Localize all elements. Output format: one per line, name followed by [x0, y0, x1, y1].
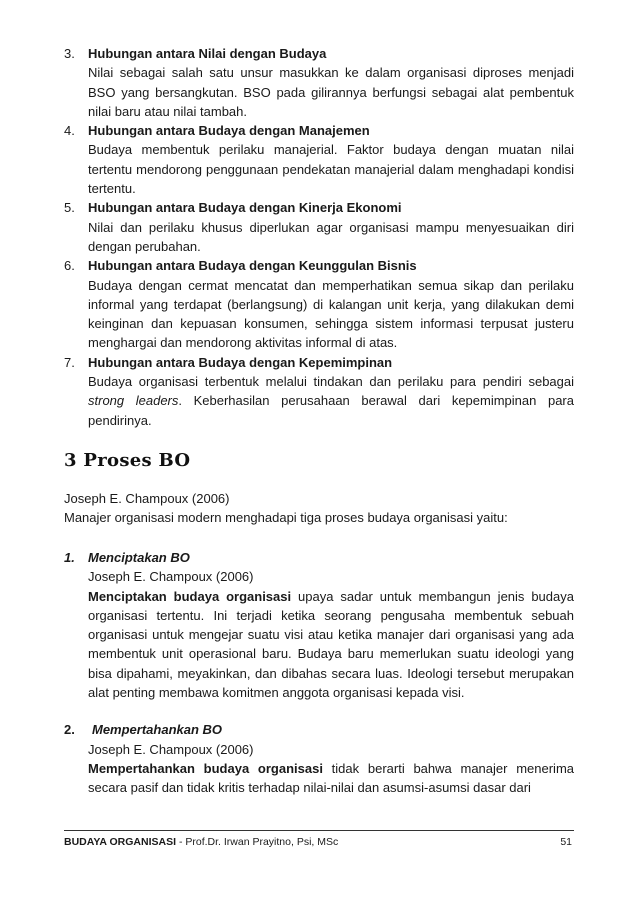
list-heading: Hubungan antara Budaya dengan Manajemen — [88, 123, 370, 139]
list-number: 5. — [64, 200, 75, 216]
list-item — [64, 353, 574, 430]
section-title: 3 Proses BO — [64, 450, 191, 471]
list-number: 6. — [64, 258, 75, 274]
body-text: tidak berarti bahwa manajer menerima secara pasif dan tidak kritis terhadap nilai-nilai dan asumsi-asumsi dasar dari — [88, 760, 574, 796]
list-item — [64, 256, 574, 352]
step-title: Menciptakan BO — [88, 550, 190, 565]
step-reference: Joseph E. Champoux (2006) — [88, 741, 254, 757]
emphasis-text: strong leaders — [88, 393, 179, 409]
bold-term: Menciptakan budaya organisasi — [88, 588, 292, 604]
list-number: 4. — [64, 123, 75, 139]
footer-title: BUDAYA ORGANISASI — [64, 836, 177, 848]
footer-text — [64, 836, 338, 848]
step-title: Mempertahankan BO — [92, 722, 223, 738]
process-step — [64, 720, 574, 797]
list-number: 3. — [64, 46, 75, 61]
process-step — [64, 548, 574, 702]
list-body: Budaya membentuk perilaku manajerial. Faktor budaya dengan muatan nilai tertentu mendorong penggunaan pendekatan manajerial dalam menghadapi kondisi tertentu. — [88, 142, 574, 197]
list-heading: Hubungan antara Nilai dengan Budaya — [88, 46, 327, 61]
list-item — [64, 121, 574, 198]
body-text: . Keberhasilan perusahaan berawal dari kepemimpinan para pendirinya. — [88, 393, 574, 428]
list-body: Nilai dan perilaku khusus diperlukan agar organisasi mampu menyesuaikan diri dengan perubahan. — [88, 219, 574, 254]
list-body: Budaya dengan cermat mencatat dan memperhatikan semua sikap dan perilaku informal yang terdapat (berlangsung) di kalangan unit kerja, yang dilakukan demi keinginan dan kepuasan konsumen, sehingga sistem informasi terpusat justeru menghargai dan mendorong aktivitas informal di atas. — [88, 277, 574, 351]
list-number: 7. — [64, 354, 75, 370]
intro-text: Manajer organisasi modern menghadapi tiga proses budaya organisasi yaitu: — [64, 510, 508, 526]
intro-block — [64, 489, 574, 528]
page-footer — [64, 836, 574, 848]
list-heading: Hubungan antara Budaya dengan Kinerja Ekonomi — [88, 200, 402, 216]
body-text: Budaya organisasi terbentuk melalui tindakan dan perilaku para pendiri sebagai — [88, 374, 574, 390]
list-body — [88, 372, 574, 430]
footer-author: - Prof.Dr. Irwan Prayitno, Psi, MSc — [176, 836, 339, 848]
bold-term: Mempertahankan budaya organisasi — [88, 760, 323, 776]
reference-text: Joseph E. Champoux (2006) — [64, 491, 230, 506]
list-heading: Hubungan antara Budaya dengan Keunggulan Bisnis — [88, 258, 417, 274]
footer-divider — [64, 830, 574, 831]
step-body — [88, 759, 574, 798]
list-heading: Hubungan antara Budaya dengan Kepemimpinan — [88, 354, 393, 370]
step-number: 2. — [64, 722, 75, 738]
relationship-list — [64, 44, 574, 430]
list-item — [64, 44, 574, 121]
spacer — [64, 702, 574, 720]
page-number: 51 — [560, 836, 572, 848]
step-reference: Joseph E. Champoux (2006) — [88, 569, 254, 585]
body-text: upaya sadar untuk membangun jenis budaya organisasi tertentu. Ini terjadi ketika seorang pengusaha membentuk sebuah organisasi untuk mengejar suatu visi atau ketika manajer dari organisasi yang ada membentuk unit operasional baru. Budaya baru memerlukan suatu ideologi yang bisa dipahami, meyakinkan, dan dibahas secara luas. Ideologi tersebut merupakan alat penting membawa komitmen anggota organisasi kepada visi. — [88, 588, 574, 701]
step-body — [88, 587, 574, 703]
process-steps — [64, 548, 574, 798]
list-body: Nilai sebagai salah satu unsur masukkan ke dalam organisasi diproses menjadi BSO yang bersangkutan. BSO pada gilirannya berfungsi sebagai alat pembentuk nilai baru atau nilai tambah. — [88, 65, 574, 119]
list-item — [64, 198, 574, 256]
step-number: 1. — [64, 550, 75, 565]
